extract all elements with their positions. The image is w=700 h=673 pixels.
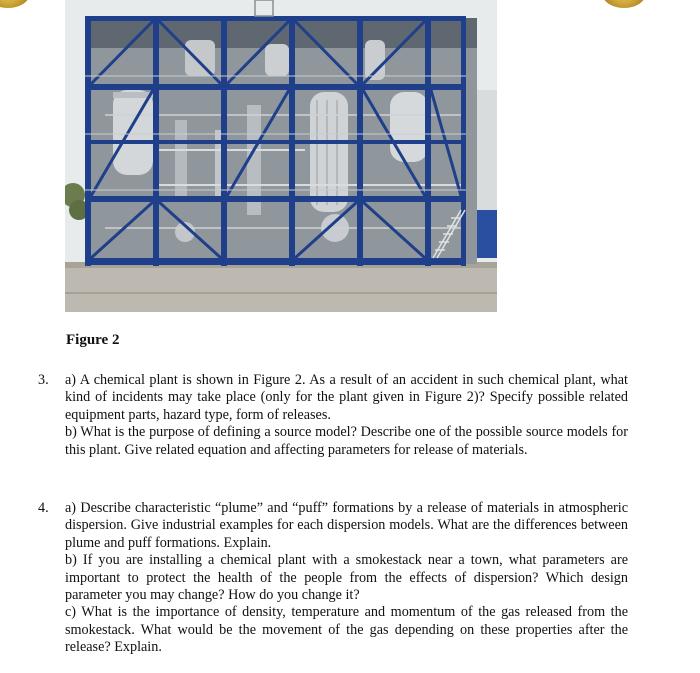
- question-number: 4.: [38, 500, 49, 516]
- question-4: [38, 500, 628, 657]
- question-number: 3.: [38, 372, 49, 388]
- chemical-plant-photo: [65, 0, 497, 312]
- question-3a-text: a) A chemical plant is shown in Figure 2. As a result of an accident in such chemical plant, what kind of incidents may take place (only for the plant given in Figure 2)? Specify possible related equipment parts, hazard type, form of releases.: [65, 372, 628, 423]
- seal-decoration-left: [0, 0, 30, 8]
- figure-caption: Figure 2: [66, 332, 120, 348]
- question-4b-text: b) If you are installing a chemical plant with a smokestack near a town, what parameters are important to protect the health of the people from the effects of dispersion? Which design parameter you may change? How do you change it?: [65, 552, 628, 604]
- question-3: [38, 372, 628, 459]
- question-4c-text: c) What is the importance of density, temperature and momentum of the gas released from the smokestack. What would be the movement of the gas depending on these properties after the release? Explain.: [65, 604, 628, 656]
- question-4a-text: a) Describe characteristic “plume” and “puff” formations by a release of materials in atmospheric dispersion. Give industrial examples for each dispersion models. What are the differences between plume and puff formations. Explain.: [65, 500, 628, 551]
- question-3b-text: b) What is the purpose of defining a source model? Describe one of the possible source models for this plant. Give related equation and affecting parameters for release of materials.: [65, 424, 628, 458]
- seal-decoration-right: [602, 0, 646, 8]
